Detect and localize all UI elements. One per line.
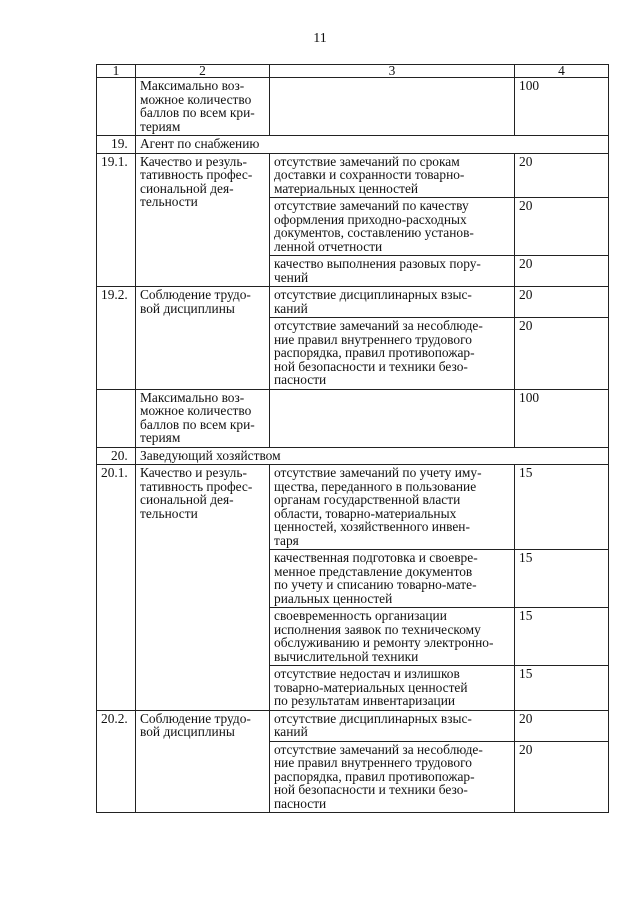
points-cell	[515, 318, 609, 390]
points-cell	[515, 287, 609, 318]
criterion-cell-text: Качество и резуль- тативность профес- сиональной дея- тельности	[140, 153, 253, 209]
row-number-cell	[97, 389, 136, 447]
points-cell-text: 100	[519, 389, 540, 405]
points-cell-text: 20	[519, 198, 533, 213]
indicator-cell	[270, 666, 515, 711]
criterion-cell	[136, 710, 270, 813]
indicator-cell	[270, 550, 515, 608]
points-cell	[515, 78, 609, 136]
indicator-cell	[270, 741, 515, 813]
section-number-cell	[97, 136, 136, 154]
criterion-cell	[136, 78, 270, 136]
row-number-cell-text: 20.2.	[101, 710, 128, 726]
row-number-cell	[97, 153, 136, 287]
points-cell-text: 20	[519, 287, 533, 302]
indicator-cell-text: отсутствие дисциплинарных взыс- каний	[274, 710, 472, 739]
indicator-cell	[270, 608, 515, 666]
section-number-cell-text: 20.	[111, 447, 128, 463]
indicator-cell-text: качественная подготовка и своевре- менное представление документов по учету и списанию товарно-мате- риальных ценностей	[274, 550, 478, 606]
indicator-cell-text: отсутствие замечаний за несоблюде- ние правил внутреннего трудового распорядка, правил противопожар- ной безопасности и техники безо- пасности	[274, 741, 483, 811]
section-title-cell	[136, 447, 609, 465]
indicator-cell	[270, 78, 515, 136]
header-cell-4: 4	[515, 65, 609, 78]
points-cell-text: 20	[519, 256, 533, 271]
criterion-cell	[136, 287, 270, 390]
max-score-row	[97, 389, 609, 447]
criterion-row	[97, 465, 609, 550]
header-cell-1: 1	[97, 65, 136, 78]
section-number-cell	[97, 447, 136, 465]
indicator-cell	[270, 389, 515, 447]
criterion-cell-text: Максимально воз- можное количество баллов по всем кри- териям	[140, 389, 255, 445]
criterion-cell-text: Соблюдение трудо- вой дисциплины	[140, 710, 251, 739]
criterion-row	[97, 287, 609, 318]
points-cell	[515, 550, 609, 608]
section-number-cell-text: 19.	[111, 136, 128, 151]
points-cell-text: 20	[519, 741, 533, 757]
criterion-cell-text: Соблюдение трудо- вой дисциплины	[140, 287, 251, 316]
indicator-cell	[270, 287, 515, 318]
criterion-row	[97, 153, 609, 198]
criterion-cell	[136, 465, 270, 711]
criterion-row	[97, 710, 609, 741]
indicator-cell-text: отсутствие дисциплинарных взыс- каний	[274, 287, 472, 316]
points-cell	[515, 389, 609, 447]
row-number-cell-text: 19.1.	[101, 153, 128, 169]
section-title-cell-text: Заведующий хозяйством	[140, 447, 281, 463]
row-number-cell	[97, 465, 136, 711]
criteria-table	[96, 64, 609, 813]
points-cell	[515, 198, 609, 256]
points-cell-text: 20	[519, 318, 533, 333]
indicator-cell-text: отсутствие недостач и излишков товарно-материальных ценностей по результатам инвентаризации	[274, 666, 468, 708]
points-cell	[515, 153, 609, 198]
points-cell-text: 15	[519, 666, 533, 681]
points-cell	[515, 666, 609, 711]
indicator-cell	[270, 318, 515, 390]
points-cell	[515, 741, 609, 813]
points-cell-text: 100	[519, 78, 540, 93]
criterion-cell	[136, 153, 270, 287]
criterion-cell-text: Качество и резуль- тативность профес- сиональной дея- тельности	[140, 465, 253, 521]
points-cell	[515, 465, 609, 550]
indicator-cell-text: качество выполнения разовых пору- чений	[274, 256, 481, 285]
page-number: 11	[313, 31, 327, 46]
table-header-row	[97, 65, 609, 78]
points-cell-text: 15	[519, 550, 533, 565]
row-number-cell-text: 20.1.	[101, 465, 128, 480]
points-cell-text: 15	[519, 465, 533, 480]
max-score-row	[97, 78, 609, 136]
header-cell-3: 3	[270, 65, 515, 78]
indicator-cell-text: своевременность организации исполнения заявок по техническому обслуживанию и ремонту электронно- вычислительной техники	[274, 608, 494, 664]
section-row	[97, 136, 609, 154]
indicator-cell-text: отсутствие замечаний по срокам доставки и сохранности товарно- материальных ценностей	[274, 153, 465, 196]
row-number-cell	[97, 78, 136, 136]
indicator-cell	[270, 256, 515, 287]
points-cell	[515, 710, 609, 741]
header-cell-2: 2	[136, 65, 270, 78]
points-cell-text: 15	[519, 608, 533, 623]
indicator-cell-text: отсутствие замечаний по учету иму- щества, переданного в пользование органам государственной власти области, товарно-материальных ценностей, хозяйственного инвен- таря	[274, 465, 482, 548]
points-cell-text: 20	[519, 710, 533, 726]
section-row	[97, 447, 609, 465]
indicator-cell	[270, 710, 515, 741]
criterion-cell-text: Максимально воз- можное количество баллов по всем кри- териям	[140, 78, 255, 134]
points-cell	[515, 608, 609, 666]
points-cell-text: 20	[519, 153, 533, 169]
indicator-cell-text: отсутствие замечаний по качеству оформления приходно-расходных документов, составлению установ- ленной отчетности	[274, 198, 474, 254]
criterion-cell	[136, 389, 270, 447]
section-title-cell	[136, 136, 609, 154]
indicator-cell	[270, 198, 515, 256]
section-title-cell-text: Агент по снабжению	[140, 136, 260, 151]
indicator-cell	[270, 465, 515, 550]
indicator-cell-text: отсутствие замечаний за несоблюде- ние правил внутреннего трудового распорядка, правил противопожар- ной безопасности и техники безо- пасности	[274, 318, 483, 387]
points-cell	[515, 256, 609, 287]
indicator-cell	[270, 153, 515, 198]
row-number-cell	[97, 287, 136, 390]
row-number-cell-text: 19.2.	[101, 287, 128, 302]
row-number-cell	[97, 710, 136, 813]
